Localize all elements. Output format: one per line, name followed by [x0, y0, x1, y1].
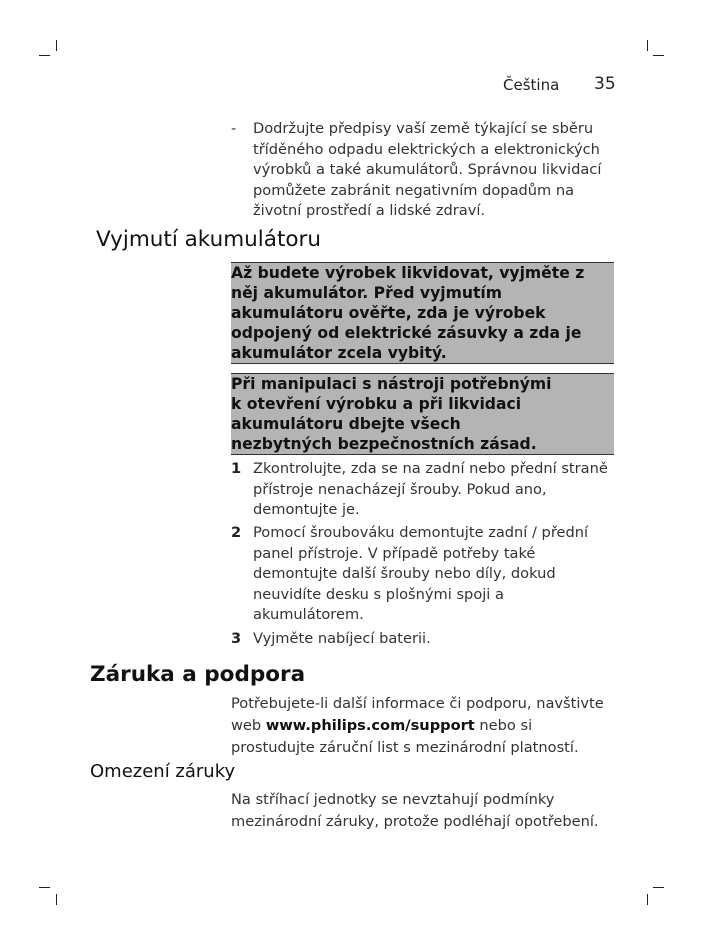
- warranty-limits-heading: Omezení záruky: [90, 761, 236, 782]
- warning-box-2: [231, 373, 614, 455]
- step-number: 1: [231, 460, 242, 477]
- step-text: Zkontrolujte, zda se na zadní nebo přední straně přístroje nenacházejí šrouby. Pokud ano, demontujte je.: [253, 460, 608, 518]
- crop-mark-tl-v: [56, 40, 57, 51]
- page-number: 35: [594, 74, 616, 94]
- crop-mark-br-v: [647, 894, 648, 905]
- warranty-paragraph: [231, 693, 615, 759]
- crop-mark-bl-h: [39, 887, 50, 888]
- bullet-dash: -: [231, 120, 237, 137]
- intro-bullet-text: Dodržujte předpisy vaší země týkající se sběru tříděného odpadu elektrických a elektronických výrobků a také akumulátorů. Správnou likvidací pomůžete zabránit negativním dopadům na životní prostředí a lidské zdraví.: [253, 120, 602, 219]
- battery-removal-heading: Vyjmutí akumulátoru: [96, 227, 321, 252]
- step-text: Pomocí šroubováku demontujte zadní / přední panel přístroje. V případě potřeby také demontujte další šrouby nebo díly, dokud neuvidíte desku s plošnými spoji a akumulátorem.: [253, 524, 589, 623]
- crop-mark-tr-v: [647, 40, 648, 51]
- step-number: 2: [231, 524, 242, 541]
- warning-text-2: Při manipulaci s nástroji potřebnými k otevření výrobku a při likvidaci akumulátoru dbejte všech nezbytných bezpečnostních zásad.: [231, 375, 552, 453]
- warranty-limits-paragraph: Na stříhací jednotky se nevztahují podmínky mezinárodní záruky, protože podléhají opotřebení.: [231, 791, 599, 830]
- warning-text-1: Až budete výrobek likvidovat, vyjměte z něj akumulátor. Před vyjmutím akumulátoru ověřte, zda je výrobek odpojený od elektrické zásuvky a zda je akumulátor zcela vybitý.: [231, 264, 585, 362]
- step-number: 3: [231, 630, 242, 647]
- crop-mark-tl-h: [39, 55, 50, 56]
- warranty-heading: Záruka a podpora: [90, 662, 306, 687]
- crop-mark-bl-v: [56, 894, 57, 905]
- warning-box-1: [231, 262, 614, 364]
- header-language: Čeština: [503, 76, 560, 94]
- support-link[interactable]: www.philips.com/support: [265, 717, 475, 734]
- step-text: Vyjměte nabíjecí baterii.: [253, 630, 431, 647]
- warranty-text-after: nebo si prostudujte záruční list s mezinárodní platností.: [231, 717, 579, 756]
- crop-mark-br-h: [653, 887, 664, 888]
- crop-mark-tr-h: [653, 55, 664, 56]
- warranty-text-before: Potřebujete-li další informace či podporu, navštivte web: [231, 695, 604, 734]
